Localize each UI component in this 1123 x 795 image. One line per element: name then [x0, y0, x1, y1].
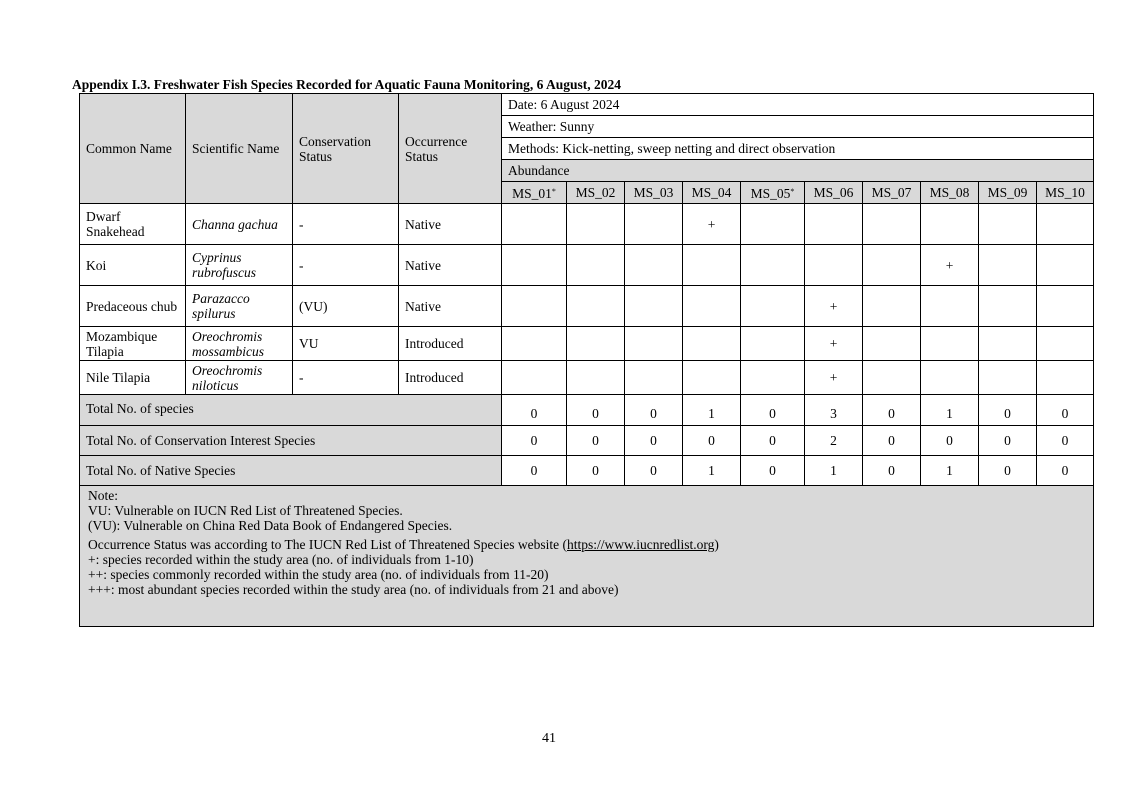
occurrence-status: Native: [399, 245, 502, 286]
totals-value: 1: [683, 395, 741, 426]
abundance-cell: [863, 204, 921, 245]
totals-value: 0: [979, 456, 1037, 486]
totals-value: 1: [805, 456, 863, 486]
totals-value: 0: [502, 426, 567, 456]
header-occurrence-status: Occurrence Status: [399, 94, 502, 204]
occurrence-status: Introduced: [399, 327, 502, 361]
totals-value: 0: [863, 426, 921, 456]
common-name: Dwarf Snakehead: [80, 204, 186, 245]
header-methods: Methods: Kick-netting, sweep netting and direct observation: [502, 138, 1094, 160]
abundance-cell: [502, 361, 567, 395]
scientific-name: Channa gachua: [186, 204, 293, 245]
site-label: MS_05: [750, 186, 791, 201]
occurrence-status: Native: [399, 204, 502, 245]
note-title: Note:: [88, 488, 118, 503]
common-name: Mozambique Tilapia: [80, 327, 186, 361]
conservation-status: -: [293, 204, 399, 245]
abundance-cell: [625, 361, 683, 395]
abundance-cell: +: [683, 204, 741, 245]
notes-section: [80, 486, 1094, 627]
abundance-cell: [502, 327, 567, 361]
abundance-cell: [805, 204, 863, 245]
scientific-name: Oreochromis niloticus: [186, 361, 293, 395]
totals-value: 0: [567, 426, 625, 456]
scientific-name: Parazacco spilurus: [186, 286, 293, 327]
totals-value: 0: [1037, 456, 1094, 486]
abundance-cell: [1037, 245, 1094, 286]
totals-label: Total No. of species: [80, 395, 502, 426]
site-label: MS_01: [512, 186, 552, 201]
site-mark: *: [551, 187, 556, 196]
note-plus-3: +++: most abundant species recorded within the study area (no. of individuals from 21 and above): [88, 582, 619, 597]
abundance-cell: [979, 245, 1037, 286]
abundance-cell: [567, 327, 625, 361]
species-row: [80, 245, 1094, 286]
abundance-cell: [502, 245, 567, 286]
header-scientific-name: Scientific Name: [186, 94, 293, 204]
abundance-cell: [863, 361, 921, 395]
site-header-10: [1037, 182, 1094, 204]
totals-value: 0: [741, 426, 805, 456]
site-label: MS_07: [871, 185, 912, 200]
totals-value: 0: [625, 456, 683, 486]
totals-value: 0: [625, 395, 683, 426]
scientific-name: Cyprinus rubrofuscus: [186, 245, 293, 286]
site-header-2: [567, 182, 625, 204]
totals-value: 0: [1037, 426, 1094, 456]
abundance-cell: [625, 204, 683, 245]
occurrence-status: Native: [399, 286, 502, 327]
note-vu: VU: Vulnerable on IUCN Red List of Threatened Species.: [88, 503, 403, 518]
site-label: MS_10: [1045, 185, 1085, 200]
totals-value: 0: [863, 456, 921, 486]
abundance-cell: [1037, 204, 1094, 245]
abundance-cell: +: [805, 327, 863, 361]
totals-value: 0: [502, 395, 567, 426]
abundance-cell: [741, 245, 805, 286]
iucn-link[interactable]: https://www.iucnredlist.org: [566, 537, 715, 552]
abundance-cell: [979, 286, 1037, 327]
abundance-cell: [741, 361, 805, 395]
common-name: Koi: [80, 245, 186, 286]
abundance-cell: +: [921, 245, 979, 286]
site-label: MS_04: [691, 185, 732, 200]
abundance-cell: [979, 327, 1037, 361]
abundance-cell: [567, 361, 625, 395]
totals-value: 0: [921, 426, 979, 456]
common-name: Predaceous chub: [80, 286, 186, 327]
site-mark: *: [790, 187, 795, 196]
conservation-status: -: [293, 361, 399, 395]
abundance-cell: [1037, 327, 1094, 361]
site-header-1: [502, 182, 567, 204]
species-row: [80, 286, 1094, 327]
site-header-3: [625, 182, 683, 204]
abundance-cell: [921, 361, 979, 395]
abundance-cell: [625, 286, 683, 327]
species-row: [80, 327, 1094, 361]
totals-value: 1: [683, 456, 741, 486]
note-plus-2: ++: species commonly recorded within the study area (no. of individuals from 11-20): [88, 567, 549, 582]
site-label: MS_09: [987, 185, 1028, 200]
abundance-cell: +: [805, 286, 863, 327]
totals-value: 3: [805, 395, 863, 426]
conservation-status: VU: [293, 327, 399, 361]
abundance-cell: [683, 327, 741, 361]
site-label: MS_02: [575, 185, 616, 200]
species-row: [80, 204, 1094, 245]
header-conservation-status: Conservation Status: [293, 94, 399, 204]
totals-value: 0: [625, 426, 683, 456]
abundance-cell: [683, 286, 741, 327]
site-header-5: [741, 182, 805, 204]
site-header-8: [921, 182, 979, 204]
totals-label: Total No. of Conservation Interest Species: [80, 426, 502, 456]
notes-row: [80, 486, 1094, 627]
note-occurrence-text: Occurrence Status was according to The IUCN Red List of Threatened Species website (: [88, 537, 567, 552]
header-date: Date: 6 August 2024: [502, 94, 1094, 116]
header-common-name: Common Name: [80, 94, 186, 204]
abundance-cell: [502, 204, 567, 245]
abundance-cell: [863, 245, 921, 286]
conservation-status: (VU): [293, 286, 399, 327]
abundance-cell: [683, 245, 741, 286]
scientific-name: Oreochromis mossambicus: [186, 327, 293, 361]
abundance-cell: [863, 286, 921, 327]
abundance-cell: [863, 327, 921, 361]
site-label: MS_08: [929, 185, 970, 200]
header-abundance: Abundance: [502, 160, 1094, 182]
totals-label: Total No. of Native Species: [80, 456, 502, 486]
abundance-cell: [683, 361, 741, 395]
abundance-cell: [741, 204, 805, 245]
totals-value: 0: [567, 395, 625, 426]
totals-value: 0: [979, 395, 1037, 426]
site-label: MS_06: [813, 185, 854, 200]
totals-row: [80, 456, 1094, 486]
abundance-cell: +: [805, 361, 863, 395]
conservation-status: -: [293, 245, 399, 286]
abundance-cell: [921, 204, 979, 245]
abundance-cell: [979, 204, 1037, 245]
abundance-cell: [625, 245, 683, 286]
species-row: [80, 361, 1094, 395]
totals-value: 2: [805, 426, 863, 456]
totals-row: [80, 426, 1094, 456]
abundance-cell: [1037, 286, 1094, 327]
abundance-cell: [1037, 361, 1094, 395]
site-label: MS_03: [633, 185, 674, 200]
abundance-cell: [805, 245, 863, 286]
fish-species-table: [79, 93, 1094, 627]
note-china-vu: (VU): Vulnerable on China Red Data Book of Endangered Species.: [88, 518, 453, 533]
totals-value: 1: [921, 395, 979, 426]
totals-value: 0: [863, 395, 921, 426]
totals-value: 1: [921, 456, 979, 486]
totals-row: [80, 395, 1094, 426]
totals-value: 0: [979, 426, 1037, 456]
totals-value: 0: [1037, 395, 1094, 426]
abundance-cell: [625, 327, 683, 361]
totals-value: 0: [567, 456, 625, 486]
site-header-6: [805, 182, 863, 204]
table-caption: Appendix I.3. Freshwater Fish Species Recorded for Aquatic Fauna Monitoring, 6 August, 2024: [72, 77, 622, 92]
common-name: Nile Tilapia: [80, 361, 186, 395]
abundance-cell: [741, 286, 805, 327]
totals-value: 0: [502, 456, 567, 486]
abundance-cell: [921, 286, 979, 327]
note-occurrence-close: ): [714, 537, 719, 552]
site-header-9: [979, 182, 1037, 204]
page-number: 41: [542, 731, 556, 746]
abundance-cell: [921, 327, 979, 361]
site-header-7: [863, 182, 921, 204]
totals-value: 0: [683, 426, 741, 456]
abundance-cell: [741, 327, 805, 361]
abundance-cell: [502, 286, 567, 327]
header-weather: Weather: Sunny: [502, 116, 1094, 138]
totals-value: 0: [741, 395, 805, 426]
note-occurrence: [88, 537, 1085, 552]
abundance-cell: [567, 245, 625, 286]
occurrence-status: Introduced: [399, 361, 502, 395]
site-header-4: [683, 182, 741, 204]
abundance-cell: [979, 361, 1037, 395]
abundance-cell: [567, 204, 625, 245]
totals-value: 0: [741, 456, 805, 486]
abundance-cell: [567, 286, 625, 327]
note-plus-1: +: species recorded within the study area (no. of individuals from 1-10): [88, 552, 474, 567]
